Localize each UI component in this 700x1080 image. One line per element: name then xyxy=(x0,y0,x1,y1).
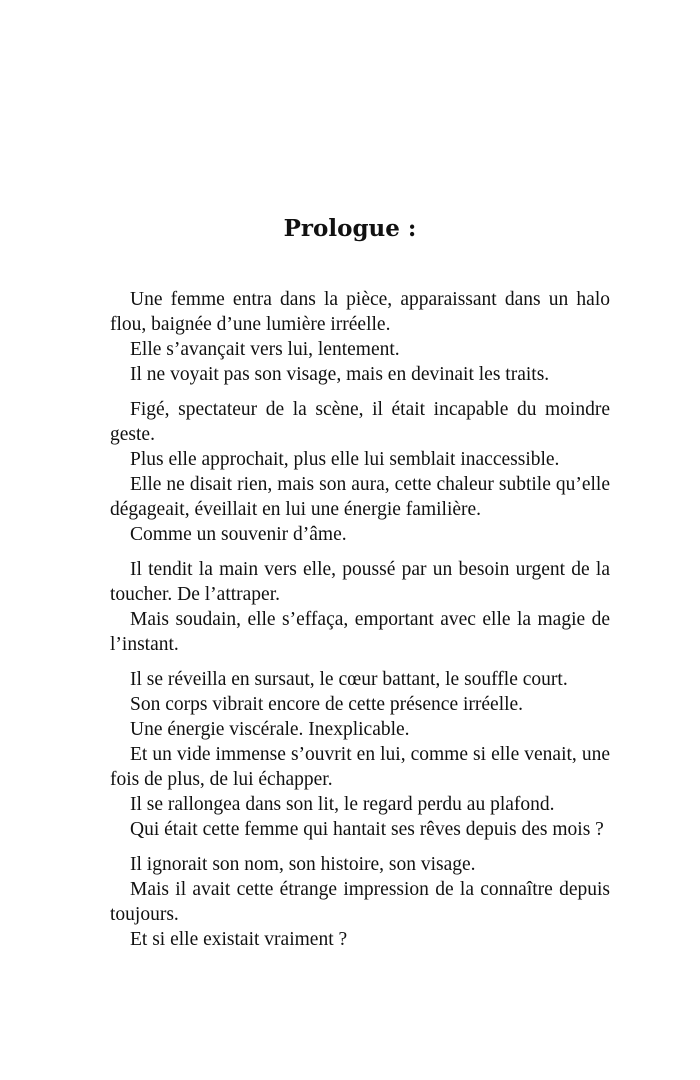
paragraph: Son corps vibrait encore de cette présence irréelle. xyxy=(130,694,524,715)
paragraph: Et un vide immense s’ouvrit en lui, comme si elle venait, une fois de plus, de lui échapper. xyxy=(110,744,610,790)
paragraph: Une femme entra dans la pièce, apparaissant dans un halo flou, baignée d’une lumière irréelle. xyxy=(110,289,610,335)
paragraph: Mais il avait cette étrange impression de la connaître depuis toujours. xyxy=(110,879,610,925)
paragraph: Figé, spectateur de la scène, il était incapable du moindre geste. xyxy=(110,399,610,445)
paragraph: Qui était cette femme qui hantait ses rêves depuis des mois ? xyxy=(130,819,604,840)
paragraph: Il ne voyait pas son visage, mais en devinait les traits. xyxy=(130,364,550,385)
paragraph-group-2 xyxy=(110,397,610,547)
paragraph: Il se réveilla en sursaut, le cœur battant, le souffle court. xyxy=(130,669,568,690)
paragraph: Elle ne disait rien, mais son aura, cette chaleur subtile qu’elle dégageait, éveillait en lui une énergie familière. xyxy=(110,474,610,520)
paragraph-group-3 xyxy=(110,557,610,657)
paragraph: Il tendit la main vers elle, poussé par un besoin urgent de la toucher. De l’attraper. xyxy=(110,559,610,605)
paragraph-group-1 xyxy=(110,287,610,387)
paragraph: Il ignorait son nom, son histoire, son visage. xyxy=(130,854,476,875)
paragraph: Comme un souvenir d’âme. xyxy=(130,524,347,545)
chapter-body xyxy=(110,287,610,962)
paragraph: Il se rallongea dans son lit, le regard perdu au plafond. xyxy=(130,794,555,815)
paragraph: Plus elle approchait, plus elle lui semblait inaccessible. xyxy=(130,449,560,470)
paragraph: Mais soudain, elle s’effaça, emportant avec elle la magie de l’instant. xyxy=(110,609,610,655)
paragraph: Et si elle existait vraiment ? xyxy=(130,929,348,950)
paragraph: Une énergie viscérale. Inexplicable. xyxy=(130,719,410,740)
paragraph: Elle s’avançait vers lui, lentement. xyxy=(130,339,400,360)
chapter-title: Prologue : xyxy=(283,215,417,242)
paragraph-group-4 xyxy=(110,667,610,842)
paragraph-group-5 xyxy=(110,852,610,952)
